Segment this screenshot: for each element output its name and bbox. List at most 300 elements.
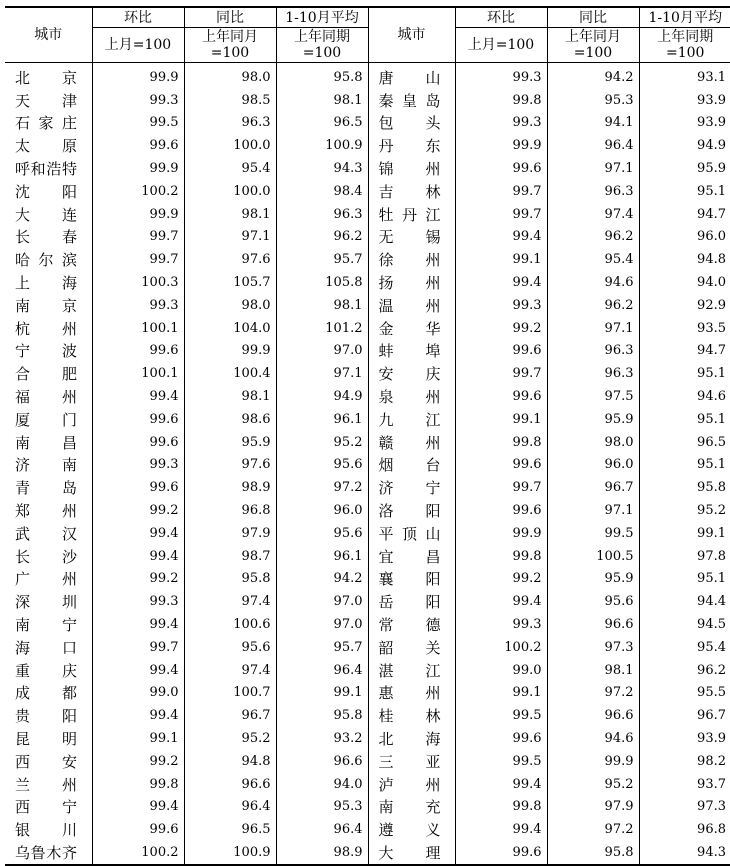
city-right-cell: [368, 454, 455, 477]
mom-left-cell: 99.8: [92, 773, 184, 796]
city-right-cell: [368, 157, 455, 180]
mom-left-cell: 99.9: [92, 203, 184, 226]
ytd-right-cell: 94.6: [639, 385, 730, 408]
mom-right-cell: 99.1: [455, 248, 547, 271]
ytd-left-cell: 95.3: [276, 796, 368, 819]
city-left-cell: [5, 112, 92, 135]
yoy-right-cell: 94.2: [547, 63, 639, 89]
city-header-right: 城市: [368, 7, 455, 63]
mom-base-right: 上月=100: [455, 28, 547, 63]
yoy-right-cell: 97.9: [547, 796, 639, 819]
yoy-right-cell: 100.5: [547, 545, 639, 568]
ytd-left-cell: 95.2: [276, 431, 368, 454]
mom-right-cell: 99.5: [455, 704, 547, 727]
ytd-right-cell: 94.8: [639, 248, 730, 271]
yoy-left-cell: 95.4: [184, 157, 276, 180]
city-name: 赣 州: [378, 433, 441, 452]
mom-right-cell: 99.6: [455, 385, 547, 408]
yoy-right-cell: 95.2: [547, 773, 639, 796]
city-right-cell: [368, 134, 455, 157]
city-name: 包 头: [378, 114, 441, 133]
yoy-left-cell: 94.8: [184, 750, 276, 773]
table-row: [5, 180, 730, 203]
city-name: 徐 州: [378, 251, 441, 270]
mom-left-cell: 99.0: [92, 682, 184, 705]
city-right-cell: [368, 750, 455, 773]
yoy-right-cell: 96.2: [547, 226, 639, 249]
ytd-left-cell: 96.4: [276, 659, 368, 682]
mom-right-cell: 99.4: [455, 226, 547, 249]
table-row: [5, 454, 730, 477]
city-right-cell: [368, 271, 455, 294]
city-right-cell: [368, 180, 455, 203]
city-name: 西 宁: [15, 798, 77, 817]
city-name: 广 州: [15, 570, 77, 589]
city-right-cell: [368, 294, 455, 317]
ytd-left-cell: 96.0: [276, 499, 368, 522]
mom-left-cell: 100.1: [92, 362, 184, 385]
yoy-left-cell: 100.4: [184, 362, 276, 385]
yoy-left-cell: 98.0: [184, 63, 276, 89]
city-left-cell: [5, 613, 92, 636]
city-name: 南 充: [378, 798, 441, 817]
city-left-cell: [5, 134, 92, 157]
yoy-left-cell: 97.6: [184, 248, 276, 271]
mom-right-cell: 99.3: [455, 112, 547, 135]
city-left-cell: [5, 522, 92, 545]
city-name: 安 庆: [378, 365, 441, 384]
city-name: 成 都: [15, 684, 77, 703]
yoy-left-cell: 98.1: [184, 203, 276, 226]
mom-right-cell: 99.6: [455, 727, 547, 750]
yoy-left-cell: 96.5: [184, 818, 276, 841]
yoy-right-cell: 94.6: [547, 271, 639, 294]
mom-left-cell: 99.7: [92, 226, 184, 249]
city-name: 青 岛: [15, 479, 77, 498]
yoy-right-cell: 96.6: [547, 613, 639, 636]
city-right-cell: [368, 682, 455, 705]
yoy-right-cell: 95.3: [547, 89, 639, 112]
mom-right-cell: 99.8: [455, 545, 547, 568]
ytd-right-cell: 98.2: [639, 750, 730, 773]
table-row: [5, 636, 730, 659]
yoy-base-right: 上年同月=100: [547, 28, 639, 63]
table-row: [5, 590, 730, 613]
ytd-left-cell: 97.0: [276, 340, 368, 363]
yoy-left-cell: 100.6: [184, 613, 276, 636]
mom-left-cell: 99.3: [92, 590, 184, 613]
city-name: 西 安: [15, 752, 77, 771]
ytd-right-cell: 94.3: [639, 841, 730, 865]
table-row: [5, 362, 730, 385]
yoy-right-cell: 95.8: [547, 841, 639, 865]
city-left-cell: [5, 340, 92, 363]
city-name: 韶 关: [378, 638, 441, 657]
table-row: [5, 408, 730, 431]
mom-right-cell: 99.4: [455, 773, 547, 796]
ytd-right-cell: 93.7: [639, 773, 730, 796]
city-name: 宁 波: [15, 342, 77, 361]
ytd-right-cell: 92.9: [639, 294, 730, 317]
ytd-header-left: 1-10月平均: [276, 7, 368, 28]
table-body: [5, 63, 730, 865]
ytd-left-cell: 96.1: [276, 545, 368, 568]
city-left-cell: [5, 476, 92, 499]
city-name: 南 昌: [15, 433, 77, 452]
ytd-right-cell: 93.9: [639, 727, 730, 750]
mom-left-cell: 99.7: [92, 248, 184, 271]
yoy-left-cell: 98.5: [184, 89, 276, 112]
ytd-left-cell: 98.4: [276, 180, 368, 203]
mom-left-cell: 99.6: [92, 431, 184, 454]
city-name: 泸 州: [378, 775, 441, 794]
mom-left-cell: 99.3: [92, 89, 184, 112]
yoy-left-cell: 104.0: [184, 317, 276, 340]
city-right-cell: [368, 727, 455, 750]
city-name: 海 口: [15, 638, 77, 657]
mom-right-cell: 99.4: [455, 271, 547, 294]
city-left-cell: [5, 226, 92, 249]
mom-right-cell: 99.3: [455, 63, 547, 89]
ytd-right-cell: 94.5: [639, 613, 730, 636]
city-name: 三 亚: [378, 752, 441, 771]
yoy-left-cell: 98.0: [184, 294, 276, 317]
ytd-right-cell: 94.7: [639, 203, 730, 226]
city-name: 大 理: [378, 843, 441, 862]
yoy-right-cell: 98.0: [547, 431, 639, 454]
table-row: [5, 613, 730, 636]
yoy-right-cell: 94.1: [547, 112, 639, 135]
mom-left-cell: 99.2: [92, 750, 184, 773]
city-right-cell: [368, 796, 455, 819]
yoy-right-cell: 96.2: [547, 294, 639, 317]
city-name: 武 汉: [15, 524, 77, 543]
city-right-cell: [368, 568, 455, 591]
city-right-cell: [368, 818, 455, 841]
city-name: 丹 东: [378, 137, 441, 156]
mom-left-cell: 99.6: [92, 476, 184, 499]
mom-right-cell: 99.2: [455, 317, 547, 340]
city-right-cell: [368, 659, 455, 682]
table-row: [5, 682, 730, 705]
ytd-left-cell: 105.8: [276, 271, 368, 294]
ytd-left-cell: 97.1: [276, 362, 368, 385]
yoy-right-cell: 95.4: [547, 248, 639, 271]
ytd-right-cell: 93.1: [639, 63, 730, 89]
ytd-header-right: 1-10月平均: [639, 7, 730, 28]
yoy-left-cell: 97.4: [184, 590, 276, 613]
ytd-left-cell: 98.9: [276, 841, 368, 865]
city-name: 平 顶 山: [378, 524, 441, 543]
table-row: [5, 750, 730, 773]
city-name: 沈 阳: [15, 182, 77, 201]
mom-left-cell: 99.2: [92, 499, 184, 522]
mom-left-cell: 100.1: [92, 317, 184, 340]
city-left-cell: [5, 271, 92, 294]
city-right-cell: [368, 841, 455, 865]
city-name: 蚌 埠: [378, 342, 441, 361]
yoy-left-cell: 96.8: [184, 499, 276, 522]
ytd-left-cell: 95.7: [276, 248, 368, 271]
city-right-cell: [368, 203, 455, 226]
city-left-cell: [5, 818, 92, 841]
mom-right-cell: 99.9: [455, 134, 547, 157]
mom-left-cell: 99.2: [92, 568, 184, 591]
city-name: 洛 阳: [378, 502, 441, 521]
table-row: [5, 796, 730, 819]
city-name: 重 庆: [15, 661, 77, 680]
yoy-left-cell: 100.7: [184, 682, 276, 705]
city-name: 桂 林: [378, 707, 441, 726]
city-right-cell: [368, 340, 455, 363]
mom-left-cell: 99.4: [92, 522, 184, 545]
yoy-left-cell: 98.7: [184, 545, 276, 568]
yoy-base-left: 上年同月=100: [184, 28, 276, 63]
mom-left-cell: 99.4: [92, 704, 184, 727]
mom-right-cell: 99.1: [455, 408, 547, 431]
mom-right-cell: 99.7: [455, 362, 547, 385]
table-row: [5, 63, 730, 89]
city-left-cell: [5, 431, 92, 454]
city-name: 温 州: [378, 296, 441, 315]
city-right-cell: [368, 408, 455, 431]
yoy-right-cell: 96.0: [547, 454, 639, 477]
city-left-cell: [5, 841, 92, 865]
ytd-right-cell: 94.0: [639, 271, 730, 294]
city-right-cell: [368, 613, 455, 636]
table-row: [5, 294, 730, 317]
ytd-left-cell: 95.6: [276, 522, 368, 545]
mom-right-cell: 99.8: [455, 89, 547, 112]
mom-right-cell: 99.9: [455, 522, 547, 545]
city-header-left: 城市: [5, 7, 92, 63]
yoy-left-cell: 98.6: [184, 408, 276, 431]
city-left-cell: [5, 704, 92, 727]
mom-left-cell: 99.1: [92, 727, 184, 750]
city-right-cell: [368, 636, 455, 659]
table-row: [5, 248, 730, 271]
city-name: 济 宁: [378, 479, 441, 498]
city-name: 长 春: [15, 228, 77, 247]
ytd-right-cell: 95.1: [639, 408, 730, 431]
yoy-left-cell: 100.9: [184, 841, 276, 865]
ytd-left-cell: 95.7: [276, 636, 368, 659]
mom-left-cell: 99.5: [92, 112, 184, 135]
yoy-right-cell: 97.2: [547, 682, 639, 705]
city-name: 太 原: [15, 137, 77, 156]
ytd-right-cell: 95.1: [639, 568, 730, 591]
city-right-cell: [368, 431, 455, 454]
city-name: 宜 昌: [378, 547, 441, 566]
ytd-left-cell: 94.9: [276, 385, 368, 408]
city-name: 天 津: [15, 91, 77, 110]
mom-right-cell: 99.5: [455, 750, 547, 773]
ytd-left-cell: 96.3: [276, 203, 368, 226]
yoy-right-cell: 95.9: [547, 408, 639, 431]
city-left-cell: [5, 385, 92, 408]
city-name: 南 宁: [15, 616, 77, 635]
yoy-right-cell: 99.5: [547, 522, 639, 545]
ytd-right-cell: 95.9: [639, 157, 730, 180]
mom-header-right: 环比: [455, 7, 547, 28]
city-left-cell: [5, 294, 92, 317]
table-row: [5, 476, 730, 499]
ytd-right-cell: 96.8: [639, 818, 730, 841]
yoy-left-cell: 95.2: [184, 727, 276, 750]
mom-left-cell: 99.6: [92, 134, 184, 157]
city-name: 泉 州: [378, 388, 441, 407]
yoy-left-cell: 100.0: [184, 180, 276, 203]
yoy-left-cell: 100.0: [184, 134, 276, 157]
yoy-right-cell: 95.9: [547, 568, 639, 591]
city-name: 北 海: [378, 730, 441, 748]
city-name: 襄 阳: [378, 570, 441, 589]
ytd-left-cell: 101.2: [276, 317, 368, 340]
yoy-right-cell: 97.3: [547, 636, 639, 659]
ytd-right-cell: 95.2: [639, 499, 730, 522]
city-left-cell: [5, 157, 92, 180]
city-right-cell: [368, 226, 455, 249]
mom-left-cell: 100.3: [92, 271, 184, 294]
city-name: 扬 州: [378, 274, 441, 293]
yoy-right-cell: 97.1: [547, 499, 639, 522]
ytd-right-cell: 96.0: [639, 226, 730, 249]
ytd-left-cell: 95.8: [276, 704, 368, 727]
mom-header-left: 环比: [92, 7, 184, 28]
ytd-left-cell: 99.1: [276, 682, 368, 705]
ytd-left-cell: 96.5: [276, 112, 368, 135]
mom-right-cell: 99.6: [455, 454, 547, 477]
ytd-left-cell: 93.2: [276, 727, 368, 750]
yoy-right-cell: 96.3: [547, 362, 639, 385]
table-row: [5, 157, 730, 180]
city-left-cell: [5, 180, 92, 203]
yoy-right-cell: 96.4: [547, 134, 639, 157]
yoy-right-cell: 97.5: [547, 385, 639, 408]
city-name: 烟 台: [378, 456, 441, 475]
table-row: [5, 841, 730, 865]
city-name: 济 南: [15, 456, 77, 475]
table-row: [5, 271, 730, 294]
city-name: 秦 皇 岛: [378, 91, 441, 110]
mom-right-cell: 99.7: [455, 180, 547, 203]
city-left-cell: [5, 796, 92, 819]
yoy-right-cell: 95.6: [547, 590, 639, 613]
yoy-left-cell: 97.1: [184, 226, 276, 249]
city-left-cell: [5, 63, 92, 89]
city-left-cell: [5, 750, 92, 773]
mom-right-cell: 99.3: [455, 294, 547, 317]
table-row: [5, 89, 730, 112]
price-index-table-container: [5, 6, 725, 866]
table-row: [5, 134, 730, 157]
mom-base-left: 上月=100: [92, 28, 184, 63]
city-name: 银 川: [15, 821, 77, 840]
yoy-right-cell: 96.6: [547, 704, 639, 727]
ytd-left-cell: 96.2: [276, 226, 368, 249]
city-right-cell: [368, 63, 455, 89]
table-row: [5, 499, 730, 522]
mom-right-cell: 99.7: [455, 203, 547, 226]
yoy-header-right: 同比: [547, 7, 639, 28]
city-left-cell: [5, 773, 92, 796]
city-right-cell: [368, 545, 455, 568]
ytd-right-cell: 95.1: [639, 362, 730, 385]
mom-left-cell: 99.7: [92, 636, 184, 659]
city-name: 唐 山: [378, 68, 441, 87]
mom-right-cell: 99.6: [455, 157, 547, 180]
ytd-left-cell: 95.8: [276, 63, 368, 89]
mom-right-cell: 99.8: [455, 796, 547, 819]
city-left-cell: [5, 545, 92, 568]
yoy-right-cell: 99.9: [547, 750, 639, 773]
mom-left-cell: 100.2: [92, 841, 184, 865]
yoy-right-cell: 96.3: [547, 340, 639, 363]
city-name: 吉 林: [378, 182, 441, 201]
mom-left-cell: 99.6: [92, 340, 184, 363]
mom-right-cell: 99.2: [455, 568, 547, 591]
table-row: [5, 385, 730, 408]
city-name: 福 州: [15, 388, 77, 407]
ytd-right-cell: 94.9: [639, 134, 730, 157]
city-left-cell: [5, 454, 92, 477]
ytd-right-cell: 94.4: [639, 590, 730, 613]
city-name: 贵 阳: [15, 707, 77, 726]
yoy-left-cell: 95.9: [184, 431, 276, 454]
yoy-left-cell: 96.6: [184, 773, 276, 796]
ytd-right-cell: 93.9: [639, 112, 730, 135]
yoy-left-cell: 97.4: [184, 659, 276, 682]
ytd-right-cell: 96.7: [639, 704, 730, 727]
city-name: 合 肥: [15, 365, 77, 384]
mom-left-cell: 100.2: [92, 180, 184, 203]
city-left-cell: [5, 568, 92, 591]
mom-right-cell: 99.7: [455, 476, 547, 499]
table-row: [5, 659, 730, 682]
city-left-cell: [5, 727, 92, 750]
city-left-cell: [5, 682, 92, 705]
city-right-cell: [368, 112, 455, 135]
ytd-left-cell: 94.3: [276, 157, 368, 180]
yoy-right-cell: 97.1: [547, 317, 639, 340]
table-row: [5, 704, 730, 727]
mom-right-cell: 99.8: [455, 431, 547, 454]
table-row: [5, 568, 730, 591]
ytd-base-left: 上年同期=100: [276, 28, 368, 63]
ytd-right-cell: 93.5: [639, 317, 730, 340]
city-right-cell: [368, 773, 455, 796]
yoy-right-cell: 97.4: [547, 203, 639, 226]
city-left-cell: [5, 590, 92, 613]
ytd-right-cell: 95.1: [639, 180, 730, 203]
city-name: 乌鲁木齐: [15, 843, 77, 862]
city-left-cell: [5, 362, 92, 385]
ytd-left-cell: 97.0: [276, 613, 368, 636]
yoy-right-cell: 94.6: [547, 727, 639, 750]
yoy-right-cell: 96.3: [547, 180, 639, 203]
ytd-left-cell: 94.0: [276, 773, 368, 796]
city-name: 常 德: [378, 616, 441, 635]
city-name: 九 江: [378, 410, 441, 429]
ytd-right-cell: 94.7: [639, 340, 730, 363]
ytd-left-cell: 96.4: [276, 818, 368, 841]
mom-right-cell: 99.6: [455, 340, 547, 363]
yoy-right-cell: 96.7: [547, 476, 639, 499]
ytd-right-cell: 95.8: [639, 476, 730, 499]
mom-right-cell: 99.1: [455, 682, 547, 705]
city-left-cell: [5, 408, 92, 431]
city-right-cell: [368, 499, 455, 522]
